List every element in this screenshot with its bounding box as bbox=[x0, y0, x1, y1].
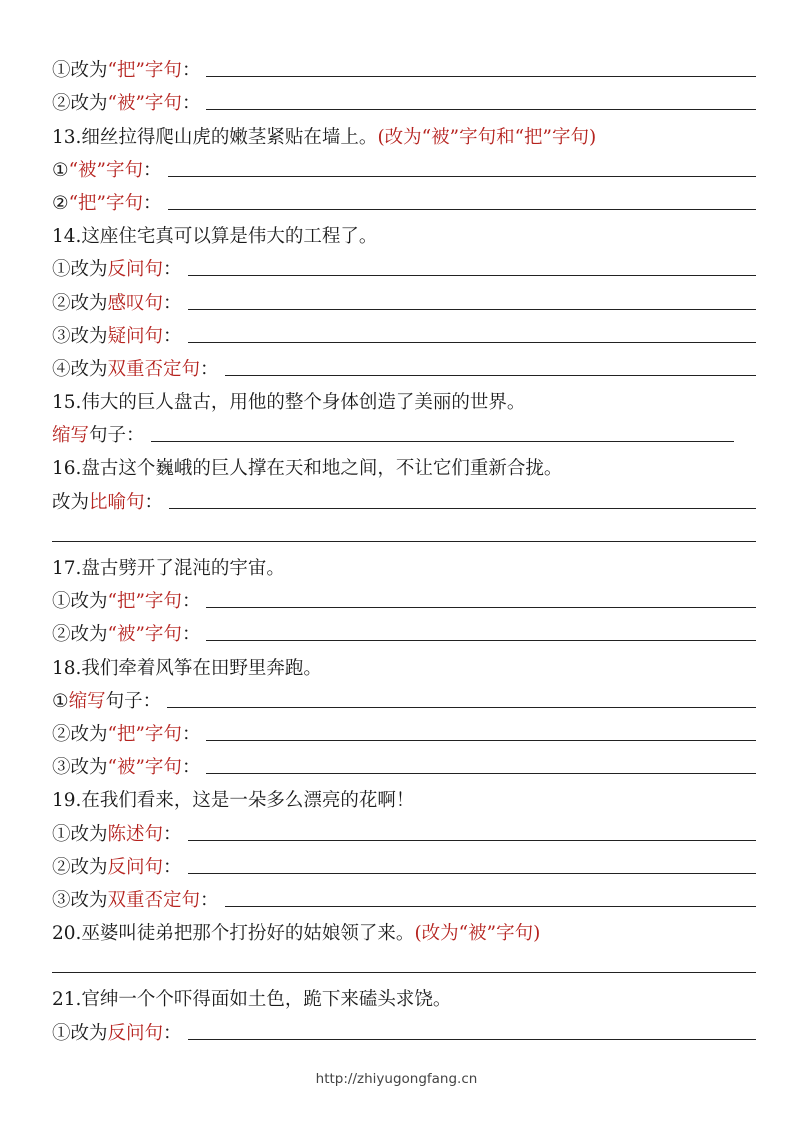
prompt-text: 21.官绅一个个吓得面如土色，跪下来磕头求饶。 bbox=[52, 989, 452, 1011]
prompt-text: 17.盘古劈开了混沌的宇宙。 bbox=[52, 558, 285, 579]
prompt-text: ① bbox=[52, 690, 69, 712]
prompt-text: ： bbox=[143, 192, 162, 214]
answer-row bbox=[0, 183, 793, 216]
prompt-text: 15.伟大的巨人盘古，用他的整个身体创造了美丽的世界。 bbox=[52, 392, 526, 414]
question-row bbox=[0, 448, 793, 481]
answer-row bbox=[0, 316, 793, 349]
prompt-text: ： bbox=[181, 93, 201, 115]
prompt-text: ④改为 bbox=[52, 358, 108, 380]
prompt-text: ②改为 bbox=[52, 856, 108, 878]
instruction-text: 比喻句 bbox=[89, 491, 145, 513]
instruction-text: “把”字句 bbox=[68, 192, 144, 214]
answer-row bbox=[0, 50, 793, 83]
blank-answer-row bbox=[0, 946, 793, 979]
prompt-text: ： bbox=[163, 1022, 182, 1044]
prompt-text: ： bbox=[200, 889, 219, 911]
prompt-text: ①改为 bbox=[52, 259, 108, 281]
answer-line[interactable] bbox=[225, 373, 756, 376]
prompt-text: 19.在我们看来，这是一朵多么漂亮的花啊！ bbox=[52, 790, 415, 812]
prompt-text: 句子： bbox=[89, 425, 145, 447]
answer-line[interactable] bbox=[206, 107, 756, 110]
answer-row bbox=[0, 349, 793, 382]
answer-line[interactable] bbox=[168, 207, 756, 210]
answer-line[interactable] bbox=[206, 638, 756, 641]
answer-row bbox=[0, 614, 793, 647]
answer-line[interactable] bbox=[188, 273, 756, 276]
instruction-text: 缩写 bbox=[68, 690, 106, 712]
answer-line[interactable] bbox=[188, 1037, 756, 1040]
instruction-text: (改为“被”字句和“把”字句) bbox=[377, 126, 597, 148]
prompt-text: ： bbox=[200, 358, 219, 380]
instruction-text: “把”字句 bbox=[107, 591, 182, 613]
prompt-text: 20.巫婆叫徒弟把那个打扮好的姑娘领了来。 bbox=[52, 923, 415, 945]
prompt-text: ： bbox=[181, 723, 201, 745]
prompt-text: ： bbox=[181, 624, 201, 646]
question-row bbox=[0, 216, 793, 249]
answer-row bbox=[0, 150, 793, 183]
answer-line[interactable] bbox=[206, 605, 756, 608]
prompt-text: ②改为 bbox=[52, 723, 108, 745]
prompt-text: ② bbox=[52, 192, 69, 214]
prompt-text: ①改为 bbox=[52, 591, 108, 613]
footer-url: http://zhiyugongfang.cn bbox=[315, 1071, 478, 1087]
answer-line[interactable] bbox=[188, 307, 756, 310]
answer-row bbox=[0, 1012, 793, 1045]
answer-row bbox=[0, 83, 793, 116]
answer-line[interactable] bbox=[151, 439, 734, 442]
question-row bbox=[0, 116, 793, 149]
answer-row bbox=[0, 813, 793, 846]
answer-line[interactable] bbox=[225, 904, 756, 907]
prompt-text: 14.这座住宅真可以算是伟大的工程了。 bbox=[52, 226, 378, 248]
answer-row bbox=[0, 880, 793, 913]
instruction-text: “把”字句 bbox=[107, 60, 182, 82]
worksheet bbox=[0, 50, 793, 1046]
answer-row bbox=[0, 481, 793, 514]
question-row bbox=[0, 647, 793, 680]
answer-row bbox=[0, 847, 793, 880]
question-row bbox=[0, 548, 793, 581]
answer-line[interactable] bbox=[52, 972, 756, 973]
answer-row bbox=[0, 747, 793, 780]
instruction-text: 反问句 bbox=[107, 259, 164, 281]
answer-line[interactable] bbox=[169, 506, 756, 509]
instruction-text: “被”字句 bbox=[68, 159, 144, 181]
answer-line[interactable] bbox=[188, 838, 756, 841]
prompt-text: ①改为 bbox=[52, 60, 108, 82]
prompt-text: ： bbox=[163, 325, 182, 347]
question-row bbox=[0, 780, 793, 813]
prompt-text: ① bbox=[52, 159, 69, 181]
prompt-text: ： bbox=[163, 823, 182, 845]
prompt-text: 句子： bbox=[105, 690, 162, 712]
prompt-text: ： bbox=[144, 491, 164, 513]
answer-line[interactable] bbox=[206, 771, 756, 774]
prompt-text: 改为 bbox=[52, 491, 90, 513]
prompt-text: ①改为 bbox=[52, 823, 108, 845]
blank-answer-row bbox=[0, 515, 793, 548]
prompt-text: ： bbox=[181, 60, 201, 82]
prompt-text: ②改为 bbox=[52, 93, 108, 115]
prompt-text: ②改为 bbox=[52, 624, 108, 646]
instruction-text: 反问句 bbox=[107, 1022, 164, 1044]
answer-row bbox=[0, 415, 793, 448]
instruction-text: 反问句 bbox=[107, 856, 164, 878]
prompt-text: ： bbox=[163, 259, 182, 281]
prompt-text: ①改为 bbox=[52, 1022, 108, 1044]
prompt-text: ： bbox=[181, 591, 201, 613]
instruction-text: (改为“被”字句) bbox=[414, 923, 541, 945]
answer-line[interactable] bbox=[167, 705, 756, 708]
prompt-text: ③改为 bbox=[52, 757, 108, 779]
prompt-text: ： bbox=[143, 159, 162, 181]
prompt-text: 13.细丝拉得爬山虎的嫩茎紧贴在墙上。 bbox=[52, 126, 378, 148]
answer-row bbox=[0, 249, 793, 282]
instruction-text: 陈述句 bbox=[107, 823, 164, 845]
prompt-text: 16.盘古这个巍峨的巨人撑在天和地之间，不让它们重新合拢。 bbox=[52, 458, 563, 480]
answer-line[interactable] bbox=[206, 74, 756, 77]
question-row bbox=[0, 913, 793, 946]
question-row bbox=[0, 979, 793, 1012]
prompt-text: ③改为 bbox=[52, 325, 108, 347]
instruction-text: “被”字句 bbox=[107, 624, 182, 646]
answer-row bbox=[0, 581, 793, 614]
answer-row bbox=[0, 282, 793, 315]
instruction-text: 缩写 bbox=[52, 425, 90, 447]
prompt-text: 18.我们牵着风筝在田野里奔跑。 bbox=[52, 657, 322, 679]
answer-line[interactable] bbox=[188, 871, 756, 874]
instruction-text: 双重否定句 bbox=[107, 889, 201, 911]
answer-line[interactable] bbox=[188, 340, 756, 343]
instruction-text: “把”字句 bbox=[107, 723, 182, 745]
instruction-text: “被”字句 bbox=[107, 757, 182, 779]
prompt-text: ： bbox=[163, 856, 182, 878]
answer-row bbox=[0, 714, 793, 747]
instruction-text: “被”字句 bbox=[107, 93, 182, 115]
question-row bbox=[0, 382, 793, 415]
prompt-text: ： bbox=[163, 292, 182, 314]
answer-line[interactable] bbox=[206, 738, 756, 741]
instruction-text: 双重否定句 bbox=[107, 358, 201, 380]
instruction-text: 疑问句 bbox=[107, 325, 164, 347]
answer-row bbox=[0, 681, 793, 714]
prompt-text: ②改为 bbox=[52, 292, 108, 314]
prompt-text: ③改为 bbox=[52, 889, 108, 911]
instruction-text: 感叹句 bbox=[107, 292, 164, 314]
answer-line[interactable] bbox=[52, 541, 756, 542]
answer-line[interactable] bbox=[168, 174, 756, 177]
prompt-text: ： bbox=[181, 757, 201, 779]
